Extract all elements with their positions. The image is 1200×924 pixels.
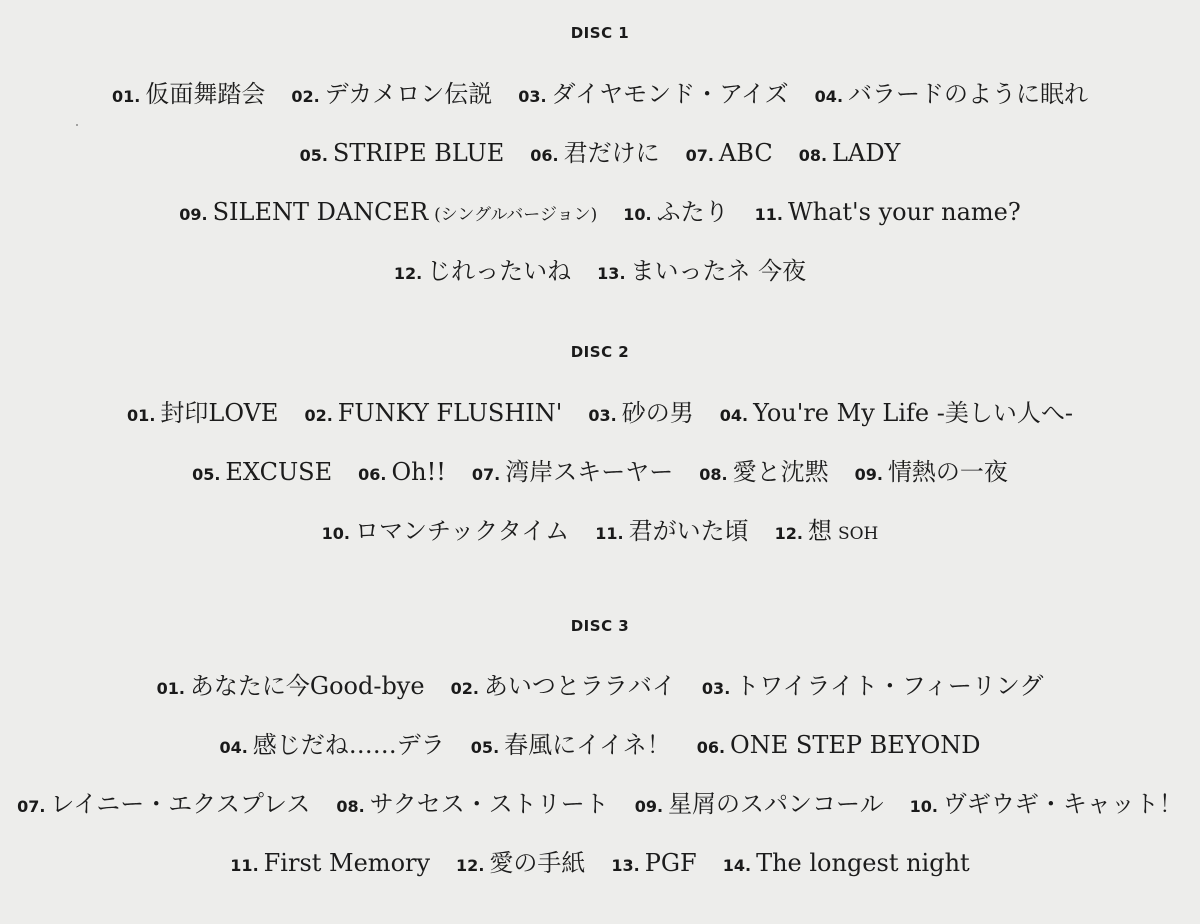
track-number: 10. [909,797,938,816]
disc-1-heading: DISC 1 [570,24,630,42]
track-item [157,666,425,701]
track-title: あいつとララバイ [483,672,676,700]
track-number: 11. [230,856,259,875]
track-subtitle: SOH [837,524,879,544]
track-number: 13. [597,264,626,283]
track-title: ヴギウギ・キャット！ [942,790,1183,818]
track-title: EXCUSE [225,458,333,486]
track-number: 13. [611,856,640,875]
track-item [127,393,278,428]
track-number: 12. [393,264,423,283]
track-number: 07. [685,146,714,165]
track-item [291,74,492,109]
track-number: 02. [291,87,320,106]
disc-3-line-4 [0,843,1200,878]
track-title: ONE STEP BEYOND [730,731,981,759]
track-title: ABC [718,139,773,167]
track-number: 09. [854,465,883,484]
track-item [471,725,671,760]
track-number: 08. [699,465,728,484]
track-number: 06. [530,146,559,165]
track-number: 08. [336,797,365,816]
track-item [456,843,585,878]
track-title: 砂の男 [621,399,694,427]
track-item [597,251,806,286]
track-number: 09. [634,797,664,816]
disc-1-line-3 [0,192,1200,227]
track-item [697,731,981,759]
track-title: PGF [644,849,697,877]
track-title: トワイライト・フィーリング [735,672,1044,700]
track-number: 09. [179,205,208,224]
track-item [304,399,562,427]
track-item [179,198,597,226]
track-item [300,139,505,167]
track-number: 10. [321,524,350,543]
track-number: 05. [299,146,328,165]
track-title: FUNKY FLUSHIN' [337,399,563,427]
track-number: 05. [470,738,500,757]
track-item [755,198,1021,226]
track-title: 情熱の一夜 [887,458,1008,486]
track-item [518,74,788,109]
track-title: じれったいね [427,257,572,285]
track-title: 感じだね……デラ [252,731,445,759]
track-number: 07. [17,797,46,816]
track-number: 06. [696,738,726,757]
track-item [611,849,696,877]
track-number: 04. [719,406,749,425]
track-number: 03. [518,87,547,106]
track-item [192,458,332,486]
track-title: レイニー・エクスプレス [50,790,311,818]
disc-2-line-2 [0,452,1200,487]
disc-2-line-1 [0,393,1200,428]
track-item [322,511,570,546]
disc-1-line-2 [0,133,1200,168]
track-item [219,725,444,760]
track-number: 08. [798,146,828,165]
track-title: 君だけに [563,139,660,167]
track-item [358,458,446,486]
track-title: 愛の手紙 [489,849,586,877]
track-number: 05. [192,465,221,484]
disc-2-line-3 [0,511,1200,546]
track-title: SILENT DANCER [212,198,429,226]
disc-1-line-1 [0,74,1200,109]
track-item [112,74,265,109]
track-title: 封印LOVE [160,399,279,427]
track-item [775,511,879,546]
track-item [451,666,676,701]
track-title: ダイヤモンド・アイズ [551,80,789,108]
track-item [635,784,884,819]
track-title: 想 [807,517,832,545]
track-title: LADY [832,139,901,167]
track-item [723,849,970,877]
track-number: 03. [701,679,731,698]
track-number: 14. [722,856,752,875]
track-item [595,511,748,546]
track-title: 春風にイイネ！ [504,731,671,759]
track-item [623,192,728,227]
track-title: あなたに今Good-bye [189,672,425,700]
track-title: バラードのように眠れ [848,80,1089,108]
track-number: 06. [358,465,387,484]
disc-1-line-4 [0,251,1200,286]
track-number: 11. [595,524,624,543]
track-title: 星屑のスパンコール [668,790,884,818]
track-version-note: (シングルバージョン) [434,205,598,225]
track-item [720,393,1073,428]
track-item [910,784,1183,819]
track-item [815,74,1088,109]
track-number: 04. [219,738,248,757]
track-item [394,251,571,286]
track-item [472,452,673,487]
track-number: 03. [588,406,617,425]
track-item [699,452,828,487]
track-title: The longest night [756,849,970,877]
track-item [686,139,773,167]
disc-3-line-2 [0,725,1200,760]
track-number: 11. [754,205,783,224]
disc-2-heading: DISC 2 [570,343,630,361]
track-title: 君がいた頃 [628,517,749,545]
track-item [230,849,430,877]
track-title: First Memory [263,849,431,877]
paper-speck [76,124,78,126]
track-title: Oh!! [391,458,446,486]
track-number: 02. [304,406,333,425]
track-title: 湾岸スキーヤー [505,458,674,486]
track-number: 02. [450,679,479,698]
track-title: まいったネ 今夜 [630,257,807,285]
track-item [17,784,310,819]
track-title: 仮面舞踏会 [145,80,266,108]
track-item [702,666,1044,701]
track-number: 01. [156,679,185,698]
track-item [588,393,693,428]
track-title: 愛と沈黙 [732,458,829,486]
disc-3-line-1 [0,666,1200,701]
disc-3-heading: DISC 3 [570,617,630,635]
track-item [855,452,1008,487]
track-number: 04. [814,87,844,106]
track-title: STRIPE BLUE [332,139,505,167]
track-number: 12. [774,524,803,543]
track-item [799,139,901,167]
track-item [530,133,659,168]
disc-3-line-3 [0,784,1200,819]
track-title: What's your name? [787,198,1021,226]
track-number: 12. [456,856,485,875]
track-title: You're My Life -美しい人へ- [753,399,1073,427]
track-item [336,784,608,819]
track-number: 01. [111,87,141,106]
track-number: 01. [127,406,156,425]
track-title: ふたり [656,198,729,226]
track-number: 07. [471,465,501,484]
track-number: 10. [623,205,652,224]
track-title: ロマンチックタイム [354,517,570,545]
track-title: サクセス・ストリート [369,790,609,818]
track-title: デカメロン伝説 [324,80,493,108]
